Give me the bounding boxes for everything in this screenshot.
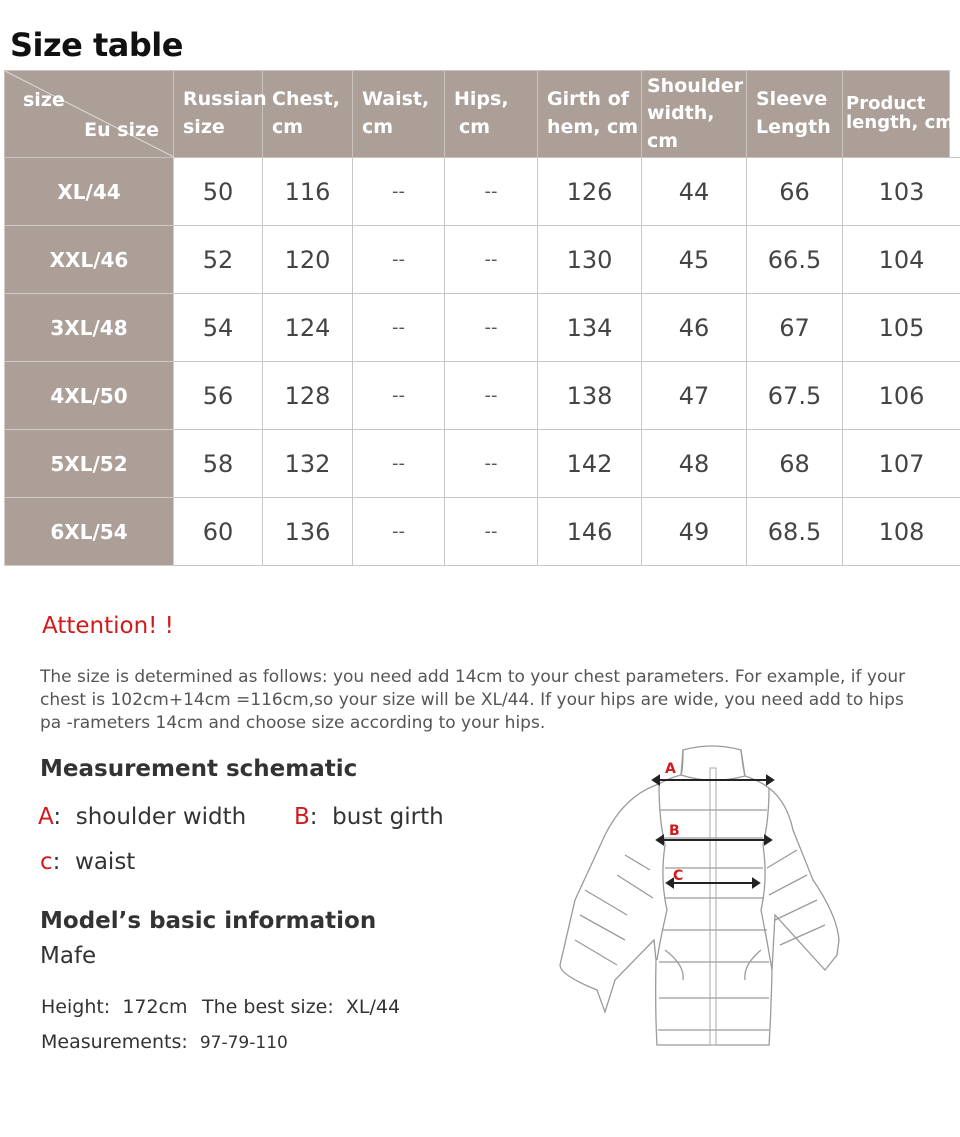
- table-cell: 124: [263, 294, 353, 362]
- table-row: [5, 362, 960, 430]
- table-cell: --: [445, 498, 538, 566]
- legend-shoulder-width: A: shoulder width: [38, 804, 247, 830]
- table-cell: --: [445, 362, 538, 430]
- table-cell: --: [445, 430, 538, 498]
- table-cell: 134: [538, 294, 642, 362]
- table-cell: 52: [174, 226, 263, 294]
- table-cell: --: [445, 294, 538, 362]
- table-cell: 47: [642, 362, 747, 430]
- table-cell: --: [353, 294, 445, 362]
- size-table: [4, 70, 960, 566]
- table-cell: 103: [843, 158, 960, 226]
- table-cell: --: [353, 430, 445, 498]
- column-header-line1: Product: [846, 93, 926, 115]
- legend-key-c: c: [40, 849, 53, 875]
- table-cell: 107: [843, 430, 960, 498]
- best-size-value: XL/44: [345, 996, 401, 1018]
- row-size-label: 3XL/48: [5, 294, 174, 362]
- column-header-line2: cm: [459, 116, 491, 138]
- table-cell: 66: [747, 158, 843, 226]
- column-header: [174, 71, 267, 158]
- page-title: Size table: [10, 26, 183, 64]
- table-row: [5, 498, 960, 566]
- table-cell: 44: [642, 158, 747, 226]
- column-header-line2: cm: [362, 116, 394, 138]
- table-cell: 126: [538, 158, 642, 226]
- attention-heading: Attention! !: [42, 613, 174, 639]
- table-cell: --: [445, 226, 538, 294]
- table-cell: 106: [843, 362, 960, 430]
- model-measurements: [41, 1031, 288, 1053]
- column-header-line2: size: [183, 116, 225, 138]
- column-header-line2: hem, cm: [547, 116, 639, 138]
- measurements-label: Measurements:: [41, 1031, 188, 1053]
- table-cell: 58: [174, 430, 263, 498]
- table-cell: --: [353, 362, 445, 430]
- table-cell: 116: [263, 158, 353, 226]
- column-header-line2: length, cm: [846, 112, 955, 133]
- column-header: [445, 71, 538, 158]
- column-header-line1: Sleeve: [756, 88, 828, 111]
- corner-bottom-label: Eu size: [84, 119, 159, 141]
- model-height: [41, 996, 188, 1018]
- table-cell: 68.5: [747, 498, 843, 566]
- table-row: [5, 226, 960, 294]
- legend-key-a: A: [38, 804, 54, 830]
- table-cell: --: [353, 158, 445, 226]
- diagram-label-b: B: [669, 823, 680, 839]
- column-header-line1: Girth of: [547, 88, 630, 111]
- table-cell: 136: [263, 498, 353, 566]
- table-cell: 60: [174, 498, 263, 566]
- column-header: [747, 71, 843, 158]
- legend-key-b: B: [294, 804, 310, 830]
- table-cell: 66.5: [747, 226, 843, 294]
- row-size-label: 5XL/52: [5, 430, 174, 498]
- corner-top-label: size: [23, 89, 65, 111]
- table-cell: 67.5: [747, 362, 843, 430]
- header-corner-cell: [5, 71, 174, 158]
- model-name: Mafe: [40, 943, 97, 969]
- column-header: [538, 71, 642, 158]
- table-cell: 104: [843, 226, 960, 294]
- table-row: [5, 430, 960, 498]
- model-info-title: Model’s basic information: [40, 908, 377, 934]
- legend-waist: c: waist: [40, 849, 136, 875]
- table-cell: 50: [174, 158, 263, 226]
- table-cell: --: [353, 498, 445, 566]
- table-cell: 48: [642, 430, 747, 498]
- table-cell: 49: [642, 498, 747, 566]
- row-size-label: XL/44: [5, 158, 174, 226]
- row-size-label: 4XL/50: [5, 362, 174, 430]
- column-header-line1: Waist,: [362, 88, 430, 111]
- column-header-line2: cm: [272, 116, 304, 138]
- table-cell: 120: [263, 226, 353, 294]
- table-cell: 130: [538, 226, 642, 294]
- table-cell: 46: [642, 294, 747, 362]
- table-cell: 108: [843, 498, 960, 566]
- row-size-label: 6XL/54: [5, 498, 174, 566]
- best-size-label: The best size:: [202, 996, 334, 1018]
- column-header: [642, 71, 747, 158]
- table-cell: 45: [642, 226, 747, 294]
- schematic-title: Measurement schematic: [40, 756, 358, 782]
- column-header-line1: Shoulder: [647, 74, 744, 97]
- table-cell: 54: [174, 294, 263, 362]
- column-header: [843, 71, 955, 158]
- legend-bust-girth: B: bust girth: [294, 804, 444, 830]
- table-row: [5, 294, 960, 362]
- sizing-note: The size is determined as follows: you need add 14cm to your chest parameters. For example, if your chest is 102cm+14cm =116cm,so your size will be XL/44. If your hips are wide, you need add to hips pa -rameters 14cm and choose size according to your hips.: [40, 667, 906, 733]
- table-cell: 105: [843, 294, 960, 362]
- jacket-outline: [560, 746, 839, 1045]
- table-cell: 132: [263, 430, 353, 498]
- legend-label-c: waist: [75, 849, 136, 875]
- column-header-line1: Russian: [183, 88, 267, 111]
- table-row: [5, 158, 960, 226]
- measurements-value: 97-79-110: [199, 1033, 288, 1053]
- column-header-line2: Length: [756, 116, 831, 138]
- jacket-measurement-diagram: [555, 740, 855, 1055]
- legend-label-a: shoulder width: [75, 804, 247, 830]
- table-header-row: [5, 71, 960, 158]
- table-cell: --: [445, 158, 538, 226]
- height-label: Height:: [41, 996, 111, 1018]
- column-header: [353, 71, 445, 158]
- table-cell: 138: [538, 362, 642, 430]
- table-cell: 68: [747, 430, 843, 498]
- column-header-line2: width, cm: [647, 102, 715, 152]
- column-header-line1: Hips,: [454, 88, 509, 111]
- column-header: [263, 71, 353, 158]
- column-header-line1: Chest,: [272, 88, 340, 111]
- diagram-label-c: C: [673, 868, 684, 884]
- legend-label-b: bust girth: [332, 804, 444, 830]
- model-best-size: [202, 996, 400, 1018]
- table-cell: 56: [174, 362, 263, 430]
- diagram-label-a: A: [665, 761, 676, 777]
- table-cell: 128: [263, 362, 353, 430]
- table-cell: --: [353, 226, 445, 294]
- table-cell: 142: [538, 430, 642, 498]
- table-cell: 146: [538, 498, 642, 566]
- height-value: 172cm: [122, 996, 188, 1018]
- row-size-label: XXL/46: [5, 226, 174, 294]
- table-cell: 67: [747, 294, 843, 362]
